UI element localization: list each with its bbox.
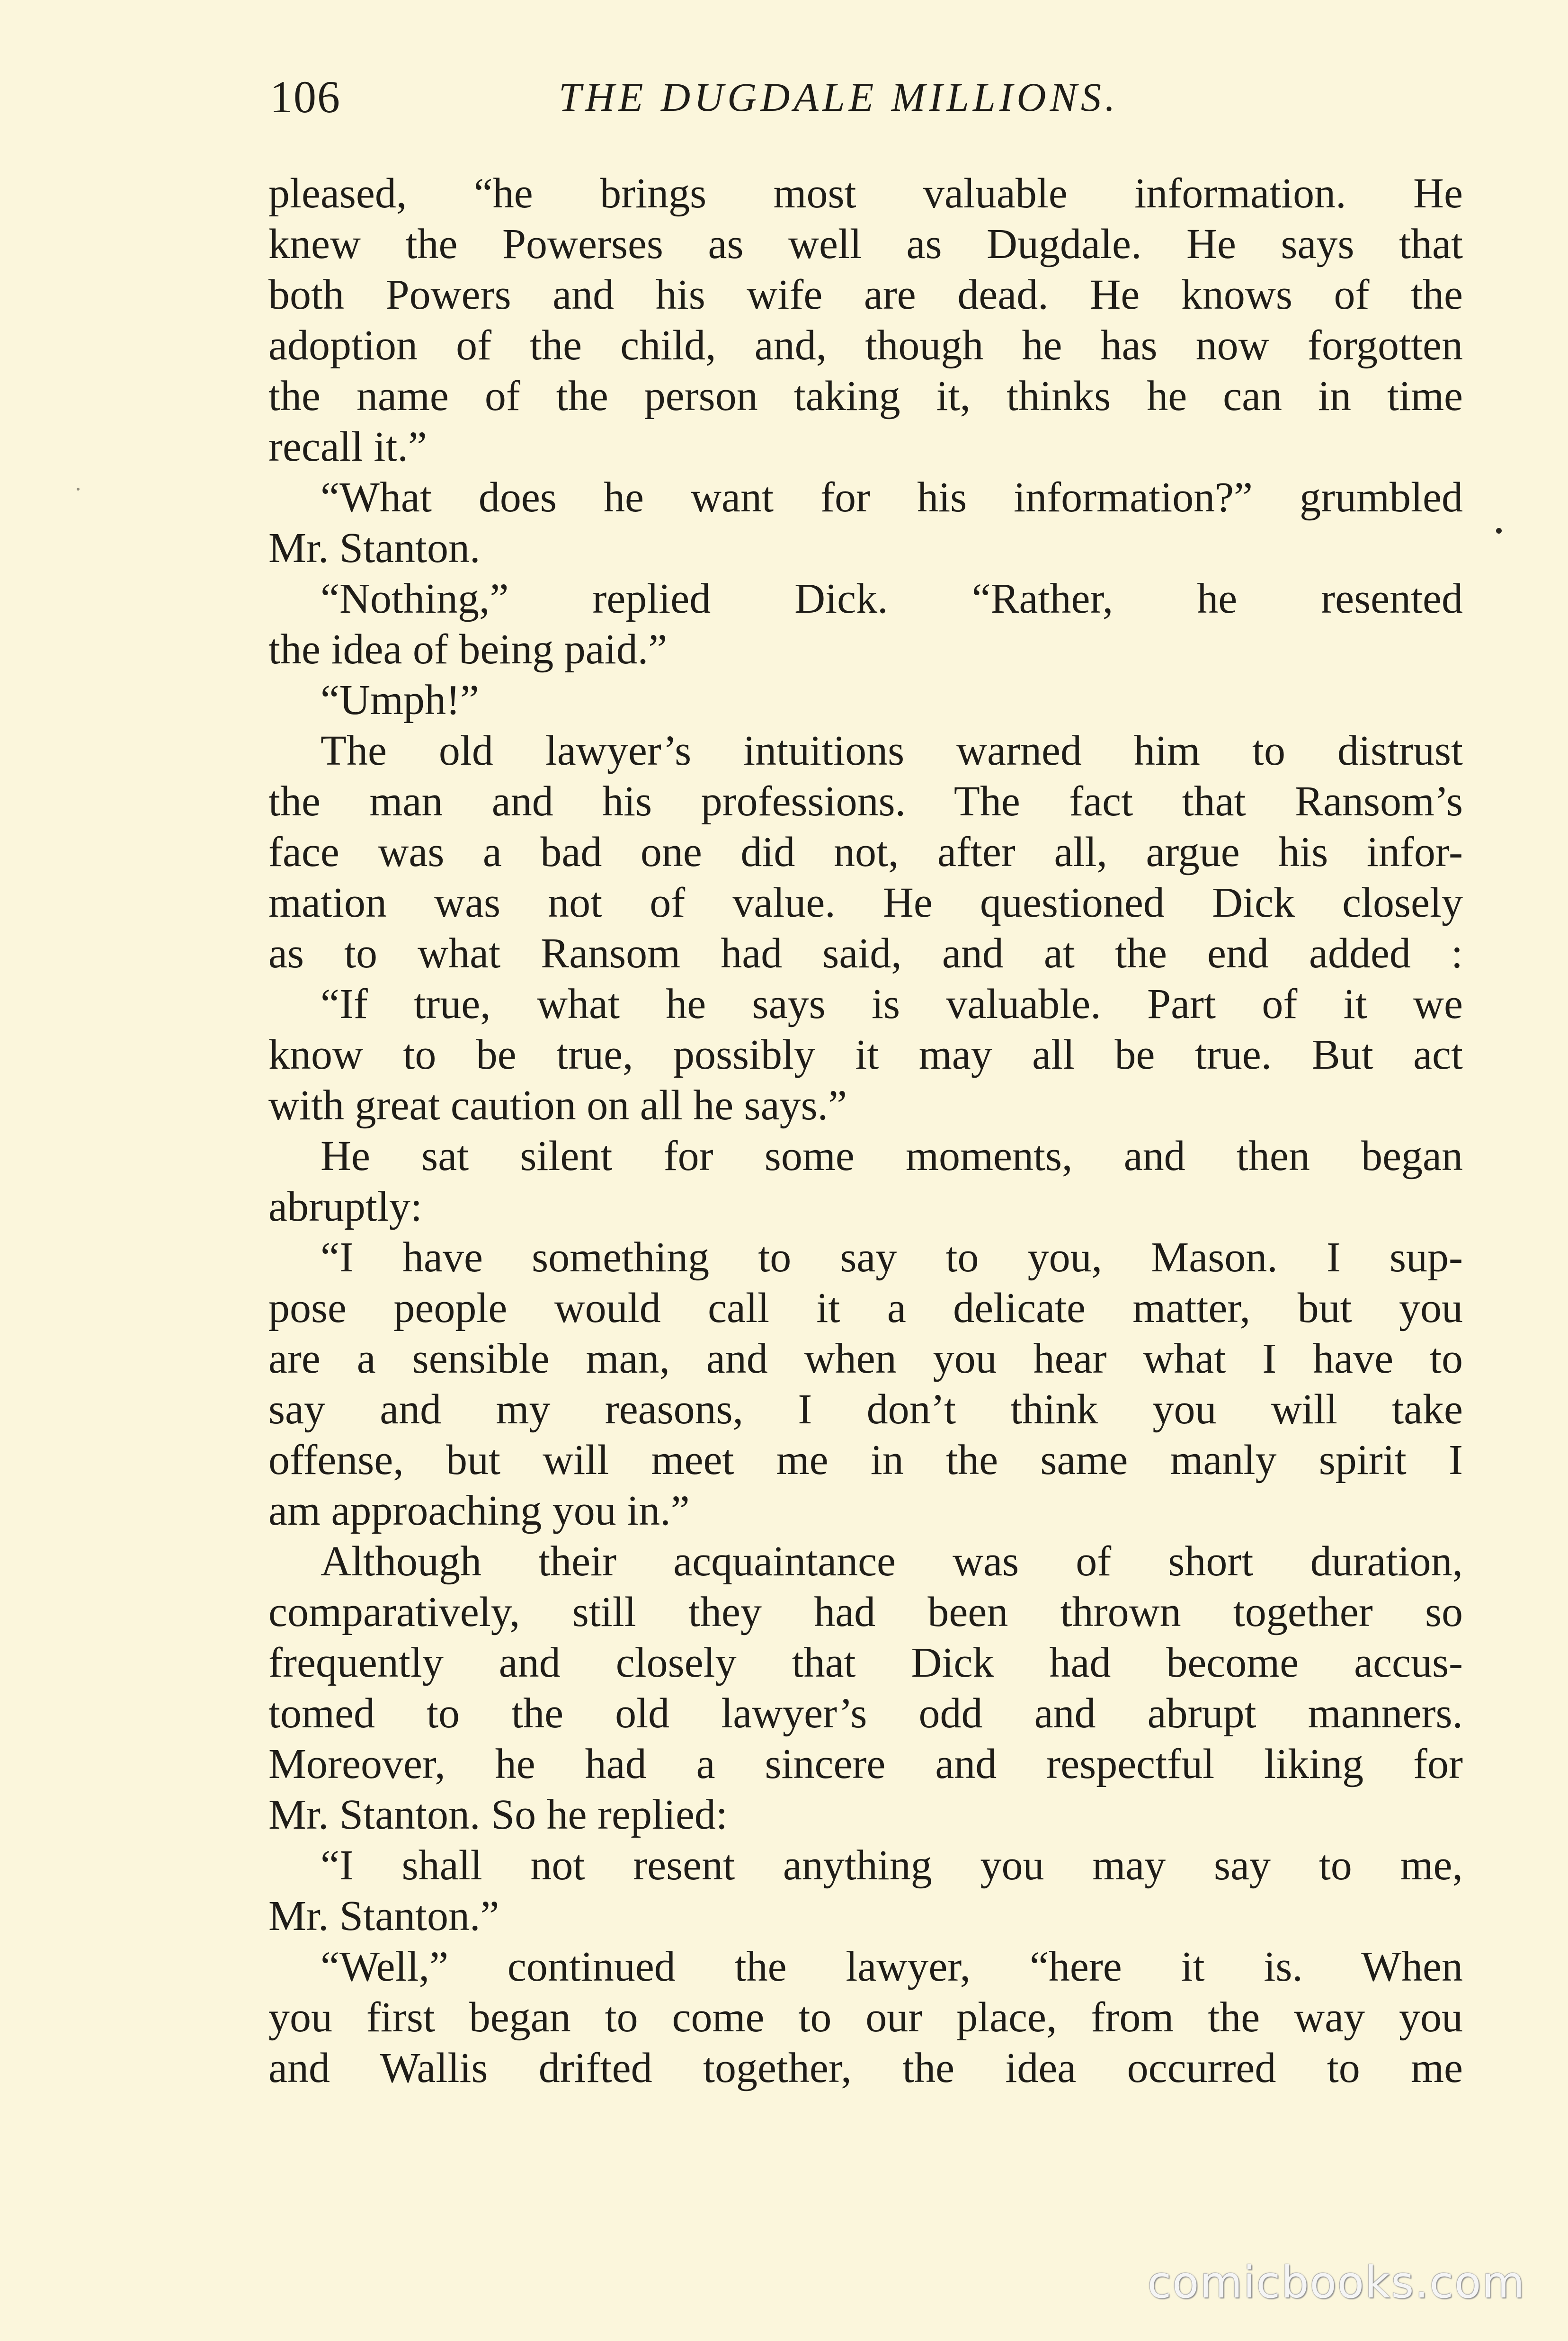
text-line: The old lawyer’s intuitions warned him to distrust bbox=[321, 727, 1463, 774]
text-line: and Wallis drifted together, the idea occurred to me bbox=[268, 2045, 1463, 2091]
text-line: say and my reasons, I don’t think you will take bbox=[268, 1386, 1463, 1433]
text-line: pleased, “he brings most valuable information. He bbox=[268, 170, 1463, 217]
text-line: Although their acquaintance was of short duration, bbox=[321, 1538, 1463, 1585]
watermark: comicbooks.com bbox=[1147, 2257, 1525, 2308]
text-line: “What does he want for his information?” grumbled bbox=[321, 474, 1463, 521]
text-line: “I shall not resent anything you may say to me, bbox=[321, 1842, 1463, 1889]
text-line: pose people would call it a delicate matter, but you bbox=[268, 1285, 1463, 1331]
text-line: tomed to the old lawyer’s odd and abrupt manners. bbox=[268, 1690, 1463, 1737]
text-line: adoption of the child, and, though he has now forgotten bbox=[268, 322, 1463, 369]
text-line: Moreover, he had a sincere and respectful liking for bbox=[268, 1741, 1463, 1787]
text-line: “Well,” continued the lawyer, “here it is. When bbox=[321, 1943, 1463, 1990]
text-line: frequently and closely that Dick had become accus- bbox=[268, 1639, 1463, 1686]
text-line: recall it.” bbox=[268, 423, 427, 470]
running-head bbox=[270, 66, 1463, 128]
text-line: knew the Powerses as well as Dugdale. He says that bbox=[268, 221, 1463, 268]
ink-speck bbox=[1496, 528, 1502, 534]
text-line: face was a bad one did not, after all, argue his infor- bbox=[268, 829, 1463, 876]
text-line: “If true, what he says is valuable. Part of it we bbox=[321, 981, 1463, 1028]
text-line: know to be true, possibly it may all be true. But act bbox=[268, 1031, 1463, 1078]
text-line: both Powers and his wife are dead. He knows of the bbox=[268, 271, 1463, 318]
body-text bbox=[268, 168, 1463, 2093]
text-line: you first began to come to our place, from the way you bbox=[268, 1994, 1463, 2041]
text-line: the idea of being paid.” bbox=[268, 626, 668, 673]
text-line: am approaching you in.” bbox=[268, 1487, 690, 1534]
page-number: 106 bbox=[270, 71, 341, 122]
book-title: THE DUGDALE MILLIONS. bbox=[559, 74, 1119, 120]
text-line: Mr. Stanton. So he replied: bbox=[268, 1791, 728, 1838]
text-line: Mr. Stanton. bbox=[268, 525, 481, 572]
text-line: “I have something to say to you, Mason. I sup- bbox=[321, 1234, 1463, 1281]
text-line: are a sensible man, and when you hear what I have to bbox=[268, 1335, 1463, 1382]
ink-speck bbox=[77, 488, 80, 491]
text-line: offense, but will meet me in the same manly spirit I bbox=[268, 1437, 1463, 1483]
text-line: mation was not of value. He questioned Dick closely bbox=[268, 879, 1463, 926]
text-line: “Umph!” bbox=[321, 677, 479, 724]
text-line: Mr. Stanton.” bbox=[268, 1893, 499, 1939]
text-line: He sat silent for some moments, and then began bbox=[321, 1133, 1463, 1179]
text-line: the name of the person taking it, thinks he can in time bbox=[268, 373, 1463, 420]
text-line: as to what Ransom had said, and at the end added : bbox=[268, 930, 1463, 977]
text-line: with great caution on all he says.” bbox=[268, 1082, 847, 1129]
text-line: abruptly: bbox=[268, 1183, 422, 1230]
text-line: comparatively, still they had been thrown together so bbox=[268, 1589, 1463, 1635]
text-line: the man and his professions. The fact that Ransom’s bbox=[268, 778, 1463, 825]
text-line: “Nothing,” replied Dick. “Rather, he resented bbox=[321, 575, 1463, 622]
